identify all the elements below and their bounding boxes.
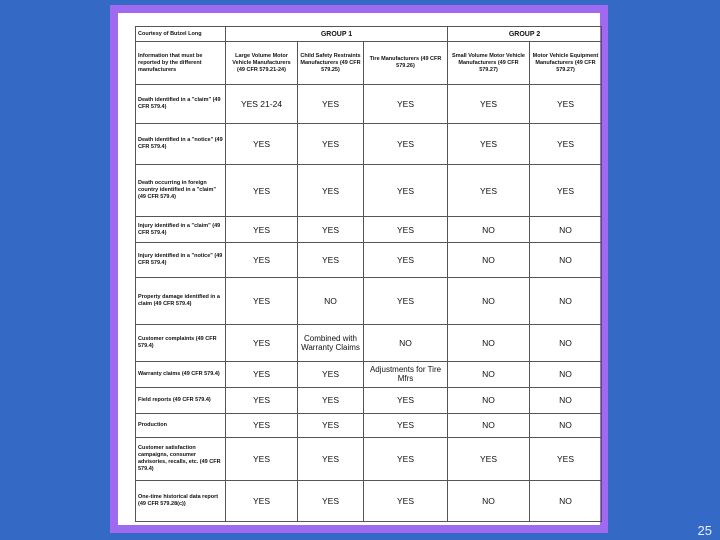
table-cell: NO — [364, 325, 448, 362]
table-cell: YES — [530, 437, 602, 480]
table-row — [136, 325, 602, 362]
table-cell: YES — [226, 387, 298, 413]
column-header: Motor Vehicle Equipment Manufacturers (49 CFR 579.27) — [530, 42, 602, 85]
table-cell: YES — [298, 480, 364, 521]
table-cell: YES — [448, 165, 530, 217]
table-cell: YES — [298, 85, 364, 124]
table-cell: YES — [226, 243, 298, 278]
table-cell: YES — [364, 387, 448, 413]
reporting-requirements-table — [135, 26, 602, 522]
table-row — [136, 277, 602, 325]
table-cell: YES — [364, 437, 448, 480]
table-cell: YES — [364, 124, 448, 165]
table-row — [136, 413, 602, 437]
table-cell: YES — [298, 413, 364, 437]
table-cell: NO — [448, 480, 530, 521]
table-cell: YES — [364, 480, 448, 521]
table-cell: YES — [298, 361, 364, 387]
table-cell: NO — [530, 277, 602, 325]
table-cell: YES — [226, 437, 298, 480]
table-cell: NO — [448, 277, 530, 325]
table-cell: YES — [226, 124, 298, 165]
table-cell: YES — [530, 165, 602, 217]
table-cell: YES — [364, 217, 448, 243]
group-1-header: GROUP 1 — [226, 27, 448, 42]
table-cell: YES — [226, 277, 298, 325]
column-header: Tire Manufacturers (49 CFR 579.26) — [364, 42, 448, 85]
table-cell: NO — [530, 387, 602, 413]
table-cell: YES — [364, 413, 448, 437]
slide-frame — [110, 5, 608, 533]
table-cell: YES — [364, 85, 448, 124]
group-header-row — [136, 27, 602, 42]
table-cell: YES — [298, 124, 364, 165]
row-label: Death identified in a "claim" (49 CFR 579.4) — [136, 85, 226, 124]
table-cell: NO — [530, 325, 602, 362]
table-cell: YES — [298, 243, 364, 278]
table-cell: NO — [448, 413, 530, 437]
row-label: Injury identified in a "claim" (49 CFR 579.4) — [136, 217, 226, 243]
table-row — [136, 217, 602, 243]
column-header: Child Safety Restraints Manufacturers (49 CFR 579.25) — [298, 42, 364, 85]
row-label: One-time historical data report (49 CFR 579.28(c)) — [136, 480, 226, 521]
table-row — [136, 387, 602, 413]
table-cell: YES — [530, 124, 602, 165]
table-cell: YES — [226, 480, 298, 521]
row-label: Customer satisfaction campaigns, consumer advisories, recalls, etc. (49 CFR 579.4) — [136, 437, 226, 480]
table-row — [136, 165, 602, 217]
table-cell: YES — [226, 165, 298, 217]
table-cell: YES — [298, 437, 364, 480]
table-cell: NO — [530, 217, 602, 243]
table-cell: NO — [530, 413, 602, 437]
table-cell: YES — [298, 217, 364, 243]
table-row — [136, 480, 602, 521]
table-cell: Combined with Warranty Claims — [298, 325, 364, 362]
table-cell: NO — [530, 361, 602, 387]
table-cell: NO — [448, 387, 530, 413]
row-label: Warranty claims (49 CFR 579.4) — [136, 361, 226, 387]
row-label: Production — [136, 413, 226, 437]
table-row — [136, 243, 602, 278]
row-label: Customer complaints (49 CFR 579.4) — [136, 325, 226, 362]
table-cell: NO — [448, 243, 530, 278]
row-label: Death identified in a "notice" (49 CFR 579.4) — [136, 124, 226, 165]
table-cell: YES — [226, 361, 298, 387]
table-cell: NO — [530, 480, 602, 521]
table-cell: NO — [448, 361, 530, 387]
table-cell: YES — [364, 277, 448, 325]
table-cell: YES — [448, 85, 530, 124]
page-number: 25 — [697, 523, 712, 538]
document-page — [118, 13, 600, 525]
table-cell: YES — [298, 165, 364, 217]
table-row — [136, 124, 602, 165]
table-cell: YES — [530, 85, 602, 124]
table-cell: YES — [226, 413, 298, 437]
table-cell: YES — [448, 124, 530, 165]
row-label: Death occurring in foreign country identified in a "claim" (49 CFR 579.4) — [136, 165, 226, 217]
column-header-row — [136, 42, 602, 85]
column-header: Information that must be reported by the different manufacturers — [136, 42, 226, 85]
table-cell: Adjustments for Tire Mfrs — [364, 361, 448, 387]
table-row — [136, 85, 602, 124]
row-label: Field reports (49 CFR 579.4) — [136, 387, 226, 413]
table-cell: YES — [364, 243, 448, 278]
column-header: Small Volume Motor Vehicle Manufacturers (49 CFR 579.27) — [448, 42, 530, 85]
table-cell: YES — [226, 217, 298, 243]
table-cell: YES — [298, 387, 364, 413]
table-cell: YES — [226, 325, 298, 362]
table-cell: YES 21-24 — [226, 85, 298, 124]
table-cell: NO — [448, 325, 530, 362]
row-label: Injury identified in a "notice" (49 CFR 579.4) — [136, 243, 226, 278]
row-label: Property damage identified in a claim (49 CFR 579.4) — [136, 277, 226, 325]
table-cell: NO — [448, 217, 530, 243]
table-cell: YES — [448, 437, 530, 480]
table-row — [136, 437, 602, 480]
table-cell: NO — [530, 243, 602, 278]
group-2-header: GROUP 2 — [448, 27, 602, 42]
table-cell: NO — [298, 277, 364, 325]
column-header: Large Volume Motor Vehicle Manufacturers (49 CFR 579.21-24) — [226, 42, 298, 85]
table-cell: YES — [364, 165, 448, 217]
courtesy-note: Courtesy of Butzel Long — [136, 27, 226, 42]
table-row — [136, 361, 602, 387]
